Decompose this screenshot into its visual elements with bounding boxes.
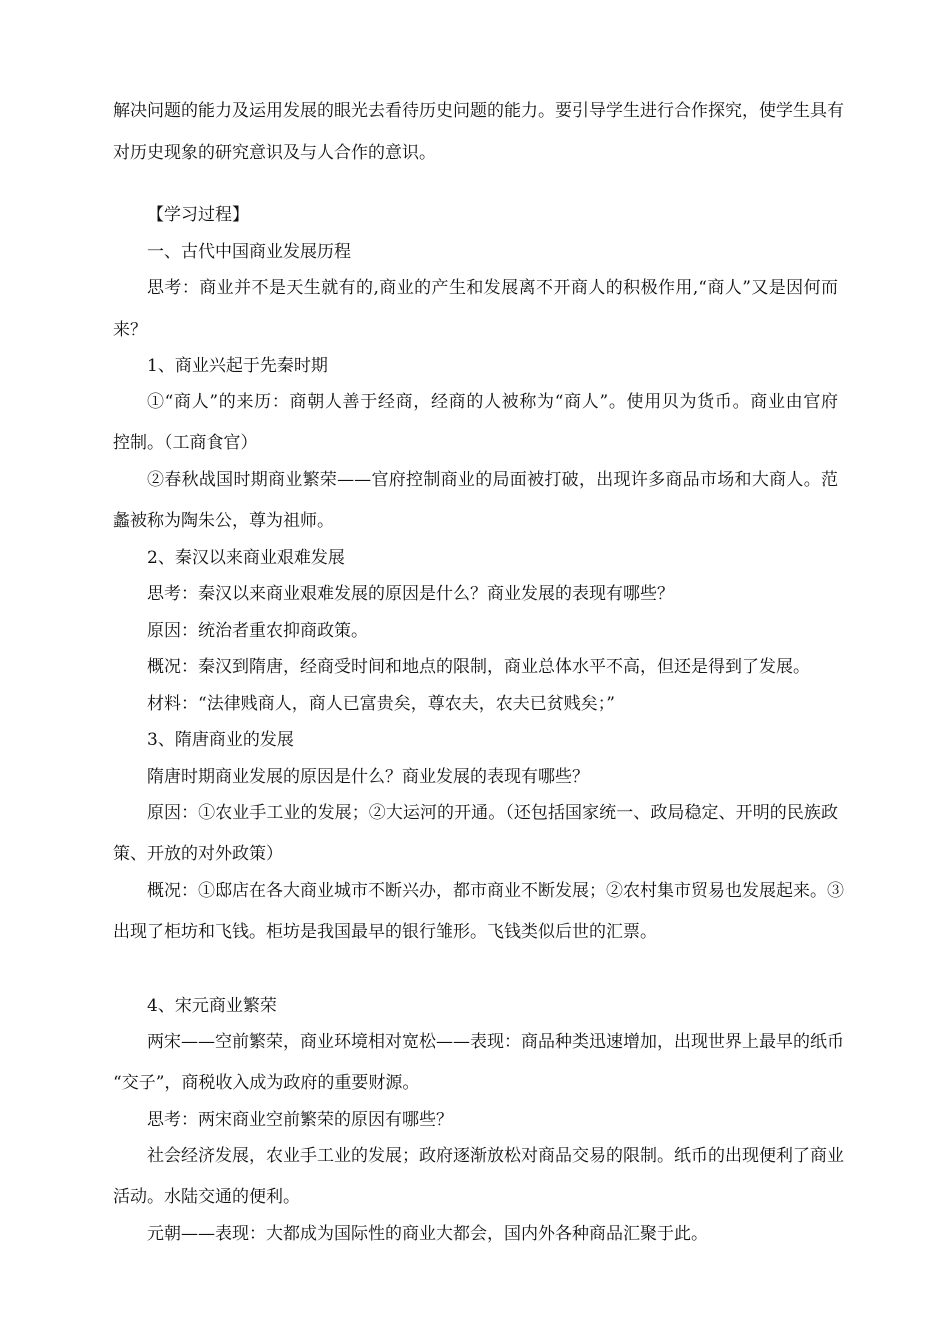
paragraph-line: 两宋——空前繁荣，商业环境相对宽松——表现：商品种类迅速增加，出现世界上最早的纸币: [147, 1032, 844, 1052]
subsection-heading: 1、商业兴起于先秦时期: [147, 356, 328, 376]
paragraph-line: 隋唐时期商业发展的原因是什么？商业发展的表现有哪些？: [147, 767, 589, 787]
paragraph-line: 原因：①农业手工业的发展；②大运河的开通。（还包括国家统一、政局稳定、开明的民族政: [147, 803, 838, 823]
subsection-heading: 2、秦汉以来商业艰难发展: [147, 548, 345, 568]
paragraph-line: ②春秋战国时期商业繁荣——官府控制商业的局面被打破，出现许多商品市场和大商人。范: [147, 470, 838, 490]
paragraph-line: ①“商人”的来历：商朝人善于经商，经商的人被称为“商人”。使用贝为货币。商业由官府: [147, 392, 838, 412]
paragraph-line: 活动。水陆交通的便利。: [113, 1187, 300, 1207]
paragraph-line: 思考：秦汉以来商业艰难发展的原因是什么？商业发展的表现有哪些？: [147, 584, 674, 604]
paragraph-line: 概况：秦汉到隋唐，经商受时间和地点的限制，商业总体水平不高，但还是得到了发展。: [147, 657, 810, 677]
paragraph-line: 思考：两宋商业空前繁荣的原因有哪些？: [147, 1110, 453, 1130]
paragraph-line: 解决问题的能力及运用发展的眼光去看待历史问题的能力。要引导学生进行合作探究，使学生具有: [113, 101, 844, 121]
paragraph-line: 控制。（工商食官）: [113, 433, 258, 453]
paragraph-line: 社会经济发展，农业手工业的发展；政府逐渐放松对商品交易的限制。纸币的出现便利了商业: [147, 1146, 844, 1166]
paragraph-line: 来？: [113, 320, 147, 340]
paragraph-line: 原因：统治者重农抑商政策。: [147, 621, 368, 641]
paragraph-line: “交子”，商税收入成为政府的重要财源。: [113, 1073, 420, 1093]
paragraph-line: 出现了柜坊和飞钱。柜坊是我国最早的银行雏形。飞钱类似后世的汇票。: [113, 922, 657, 942]
subsection-heading: 4、宋元商业繁荣: [147, 996, 277, 1016]
paragraph-line: 概况：①邸店在各大商业城市不断兴办，都市商业不断发展；②农村集市贸易也发展起来。③: [147, 881, 844, 901]
paragraph-line: 元朝——表现：大都成为国际性的商业大都会，国内外各种商品汇聚于此。: [147, 1224, 708, 1244]
paragraph-line: 蠡被称为陶朱公，尊为祖师。: [113, 511, 334, 531]
paragraph-line: 思考：商业并不是天生就有的,商业的产生和发展离不开商人的积极作用,“商人”又是因何而: [147, 278, 838, 298]
paragraph-line: 对历史现象的研究意识及与人合作的意识。: [113, 143, 436, 163]
paragraph-line: 策、开放的对外政策）: [113, 844, 283, 864]
section-heading: 一、古代中国商业发展历程: [147, 242, 351, 262]
subsection-heading: 3、隋唐商业的发展: [147, 730, 294, 750]
paragraph-line: 材料：“法律贱商人，商人已富贵矣，尊农夫，农夫已贫贱矣；”: [147, 694, 615, 714]
section-heading-learning-process: 【学习过程】: [147, 205, 249, 225]
